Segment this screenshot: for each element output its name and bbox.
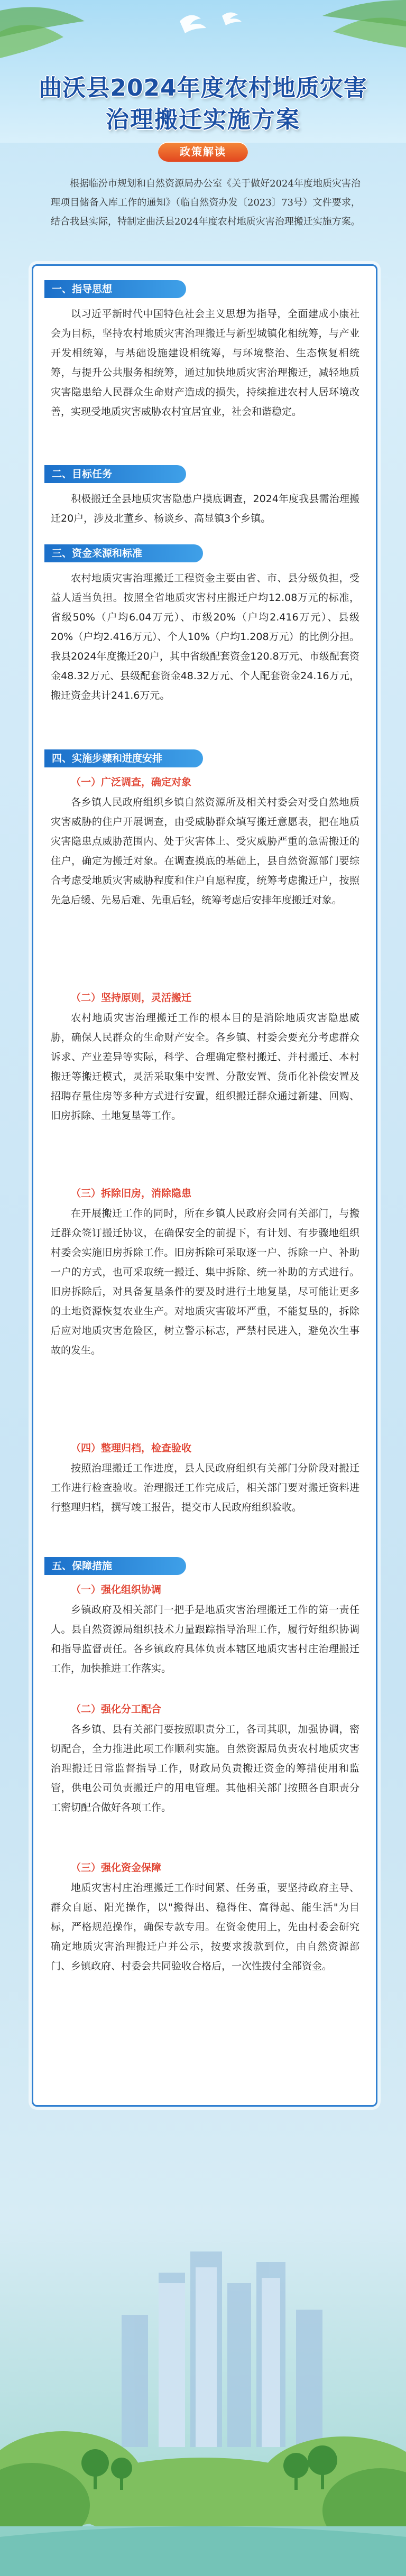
section-heading-safeguards: 五、保障措施 [44,1557,186,1575]
subheading-funding-guarantee: （三）强化资金保障 [71,1862,162,1874]
city-skyline-illustration [0,2251,406,2576]
intro-paragraph: 根据临汾市规划和自然资源局办公室《关于做好2024年度地质灾害治理项目储备入库工作的通知》（临自然资办发〔2023〕73号）文件要求，结合我县实际，特制定曲沃县2024年度农村地质灾害治理搬迁实施方案。 [51,178,361,227]
text-coordination: 乡镇政府及相关部门一把手是地质灾害治理搬迁工作的第一责任人。县自然资源局组织技术力量跟踪指导治理工作，履行好组织协调和指导监督责任。各乡镇政府具体负责本辖区地质灾害村庄治理搬迁工作，加快推进工作落实。 [51,1604,359,1674]
subheading-demolition: （三）拆除旧房，消除隐患 [71,1188,192,1199]
section-text-goals: 积极搬迁全县地质灾害隐患户摸底调查，2024年度我县需治理搬迁20户，涉及北董乡、杨谈乡、高显镇3个乡镇。 [51,493,359,524]
section-heading-funding: 三、资金来源和标准 [44,544,203,562]
section-text-funding: 农村地质灾害治理搬迁工程资金主要由省、市、县分级负担，受益人适当负担。按照全省地质灾害村庄搬迁户均12.08万元的标准，省级50%（户均6.04万元）、市级20%（户均2.416万元）、县级20%（户均2.416万元）、个人10%（户均1.208万元）的比例分担。我县2024年度搬迁20户，其中省级配套资金120.8万元、市级配套资金48.32万元、县级配套资金48.32万元、个人配套资金24.16万元，搬迁资金共计241.6万元。 [51,572,359,701]
text-survey: 各乡镇人民政府组织乡镇自然资源所及相关村委会对受自然地质灾害威胁的住户开展调查，由受威胁群众填写搬迁意愿表，把在地质灾害隐患点威胁范围内、处于灾害体上、受灾威胁严重的急需搬迁的住户，确定为搬迁对象。在调查摸底的基础上，县自然资源部门要综合考虑受地质灾害威胁程度和住户自愿程度，统筹考虑搬迁户，按照先急后缓、先易后难、先重后轻，统筹考虑后安排年度搬迁对象。 [51,796,359,906]
section-heading-guiding: 一、指导思想 [44,280,186,298]
text-funding-guarantee: 地质灾害村庄治理搬迁工作时间紧、任务重，要坚持政府主导、群众自愿、阳光操作，以"搬得出、稳得住、富得起、能生活"为目标，严格规范操作，确保专款专用。在资金使用上，先由村委会研究确定地质灾害治理搬迁户并公示，按要求拨款到位，由自然资源部门、乡镇政府、村委会共同验收合格后，一次性拨付全部资金。 [51,1882,359,1972]
subheading-archiving: （四）整理归档，检查验收 [71,1442,192,1454]
text-principles: 农村地质灾害治理搬迁工作的根本目的是消除地质灾害隐患威胁，确保人民群众的生命财产安全。各乡镇、村委会要充分考虑群众诉求、产业差异等实际，科学、合理确定整村搬迁、并村搬迁、本村搬迁等搬迁模式，灵活采取集中安置、分散安置、货币化补偿安置及招聘存量住房等多种方式进行安置，组织搬迁群众通过新建、回购、旧房拆除、土地复垦等工作。 [51,1012,359,1122]
policy-interpretation-badge: 政策解读 [158,142,248,162]
section-heading-goals: 二、目标任务 [44,465,186,483]
text-demolition: 在开展搬迁工作的同时，所在乡镇人民政府会同有关部门，与搬迁群众签订搬迁协议，在确保安全的前提下，有计划、有步骤地组织村委会实施旧房拆除工作。旧房拆除可采取逐一户、拆除一户、补助一户的方式，也可采取统一搬迁、集中拆除、统一补助的方式进行。旧房拆除后，对具备复垦条件的要及时进行土地复垦，尽可能让更多的土地资源恢复农业生产。对地质灾害破坏严重，不能复垦的，拆除后应对地质灾害危险区，树立警示标志，严禁村民进入，避免次生事故的发生。 [51,1208,359,1356]
section-heading-steps: 四、实施步骤和进度安排 [44,749,203,767]
page-title-line1: 曲沃县2024年度农村地质灾害 [39,75,367,101]
text-archiving: 按照治理搬迁工作进度，县人民政府组织有关部门分阶段对搬迁工作进行检查验收。治理搬迁工作完成后，相关部门要对搬迁资料进行整理归档，撰写竣工报告，提交市人民政府组织验收。 [51,1462,359,1513]
text-cooperation: 各乡镇、县有关部门要按照职责分工，各司其职，加强协调，密切配合，全力推进此项工作顺利实施。自然资源局负责农村地质灾害治理搬迁日常监督指导工作，财政局负责搬迁资金的筹措使用和监管，供电公司负责搬迁户的用电管理。其他相关部门按照各自职责分工密切配合做好各项工作。 [51,1723,359,1813]
section-text-guiding: 以习近平新时代中国特色社会主义思想为指导，全面建成小康社会为目标，坚持农村地质灾害治理搬迁与新型城镇化相统筹，与产业开发相统筹，与基础设施建设相统筹，与环境整治、生态恢复相统筹，与提升公共服务相统筹，通过加快地质灾害治理搬迁，减轻地质灾害隐患给人民群众生命财产造成的损失，持续推进农村人居环境改善，实现受地质灾害威胁农村宜居宜业，社会和谐稳定。 [51,308,359,418]
subheading-principles: （二）坚持原则，灵活搬迁 [71,992,192,1004]
header-banner [0,0,406,143]
subheading-coordination: （一）强化组织协调 [71,1584,162,1596]
page-title-line2: 治理搬迁实施方案 [106,106,300,133]
subheading-cooperation: （二）强化分工配合 [71,1703,162,1715]
subheading-survey: （一）广泛调查，确定对象 [71,776,192,788]
